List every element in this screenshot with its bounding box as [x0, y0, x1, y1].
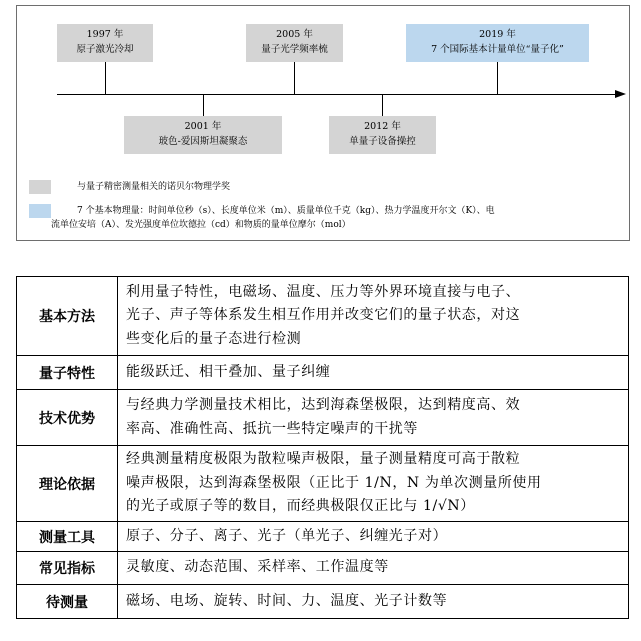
table-row	[17, 356, 629, 390]
table-row	[17, 277, 629, 356]
row-content	[118, 356, 629, 390]
content-line: 经典测量精度极限为散粒噪声极限，量子测量精度可高于散粒	[126, 451, 521, 468]
content-line: 光子、声子等体系发生相互作用并改变它们的量子状态，对这	[126, 307, 521, 324]
legend-text-line1: 7 个基本物理量：时间单位秒（s）、长度单位米（m）、质量单位千克（kg）、热力学温度开尔文（K）、电	[77, 206, 495, 216]
tick-2012	[382, 94, 383, 116]
event-2019	[406, 24, 589, 62]
row-content	[118, 446, 629, 522]
table-row	[17, 552, 629, 585]
row-label: 测量工具	[17, 522, 118, 552]
content-line: 能级跃迁、相干叠加、量子纠缠	[126, 363, 331, 380]
row-content	[118, 277, 629, 356]
content-line: 磁场、电场、旋转、时间、力、温度、光子计数等	[126, 592, 448, 609]
table-row	[17, 390, 629, 446]
table-row	[17, 585, 629, 619]
event-year: 2012 年	[364, 121, 401, 132]
content-line: 噪声极限，达到海森堡极限（正比于 1/N，N 为单次测量所使用	[126, 474, 542, 491]
table-row	[17, 446, 629, 522]
row-label: 量子特性	[17, 356, 118, 390]
event-1997	[57, 24, 153, 62]
event-year: 1997 年	[86, 29, 124, 40]
content-line: 率高、准确性高、抵抗一些特定噪声的干扰等	[126, 420, 418, 437]
event-year: 2001 年	[184, 121, 222, 132]
row-label: 技术优势	[17, 390, 118, 446]
row-label: 常见指标	[17, 552, 118, 585]
legend-units	[44, 204, 624, 234]
event-text: 单量子设备操控	[349, 136, 416, 147]
legend-text: 与量子精密测量相关的诺贝尔物理学奖	[77, 182, 231, 192]
event-2005	[246, 24, 343, 62]
content-line: 些变化后的量子态进行检测	[126, 330, 302, 347]
content-line: 利用量子特性，电磁场、温度、压力等外界环境直接与电子、	[126, 283, 521, 300]
tick-2001	[203, 94, 204, 116]
content-line: 与经典力学测量技术相比，达到海森堡极限，达到精度高、效	[126, 397, 521, 413]
row-label: 理论依据	[17, 446, 118, 522]
content-line: 灵敏度、动态范围、采样率、工作温度等	[126, 559, 389, 576]
content-line: 的光子或原子等的数目，而经典极限仅正比与 1/√N）	[126, 498, 475, 515]
row-content	[118, 552, 629, 585]
info-table	[16, 276, 629, 619]
event-text: 7 个国际基本计量单位“量子化”	[431, 44, 564, 55]
legend-swatch-blue	[29, 204, 51, 218]
row-content	[118, 390, 629, 446]
event-2001	[124, 116, 282, 154]
row-label: 基本方法	[17, 277, 118, 356]
tick-2019	[497, 62, 498, 94]
table-row	[17, 522, 629, 552]
row-label: 待测量	[17, 585, 118, 619]
event-text: 量子光学频率梳	[261, 44, 328, 55]
event-2012	[329, 116, 436, 154]
tick-1997	[105, 62, 106, 94]
timeline-arrow-icon	[615, 90, 626, 98]
event-text: 原子激光冷却	[76, 44, 134, 55]
event-year: 2005 年	[276, 29, 313, 40]
legend-nobel	[44, 180, 604, 194]
tick-2005	[294, 62, 295, 94]
row-content	[118, 585, 629, 619]
timeline-panel	[16, 5, 630, 241]
row-content	[118, 522, 629, 552]
legend-text-line2: 流单位安培（A）、发光强度单位坎德拉（cd）和物质的量单位摩尔（mol）	[51, 220, 351, 230]
content-line: 原子、分子、离子、光子（单光子、纠缠光子对）	[126, 527, 448, 544]
event-text: 玻色-爱因斯坦凝聚态	[158, 136, 248, 147]
legend-swatch-gray	[29, 180, 51, 194]
timeline-axis	[57, 94, 615, 95]
event-year: 2019 年	[479, 29, 516, 40]
